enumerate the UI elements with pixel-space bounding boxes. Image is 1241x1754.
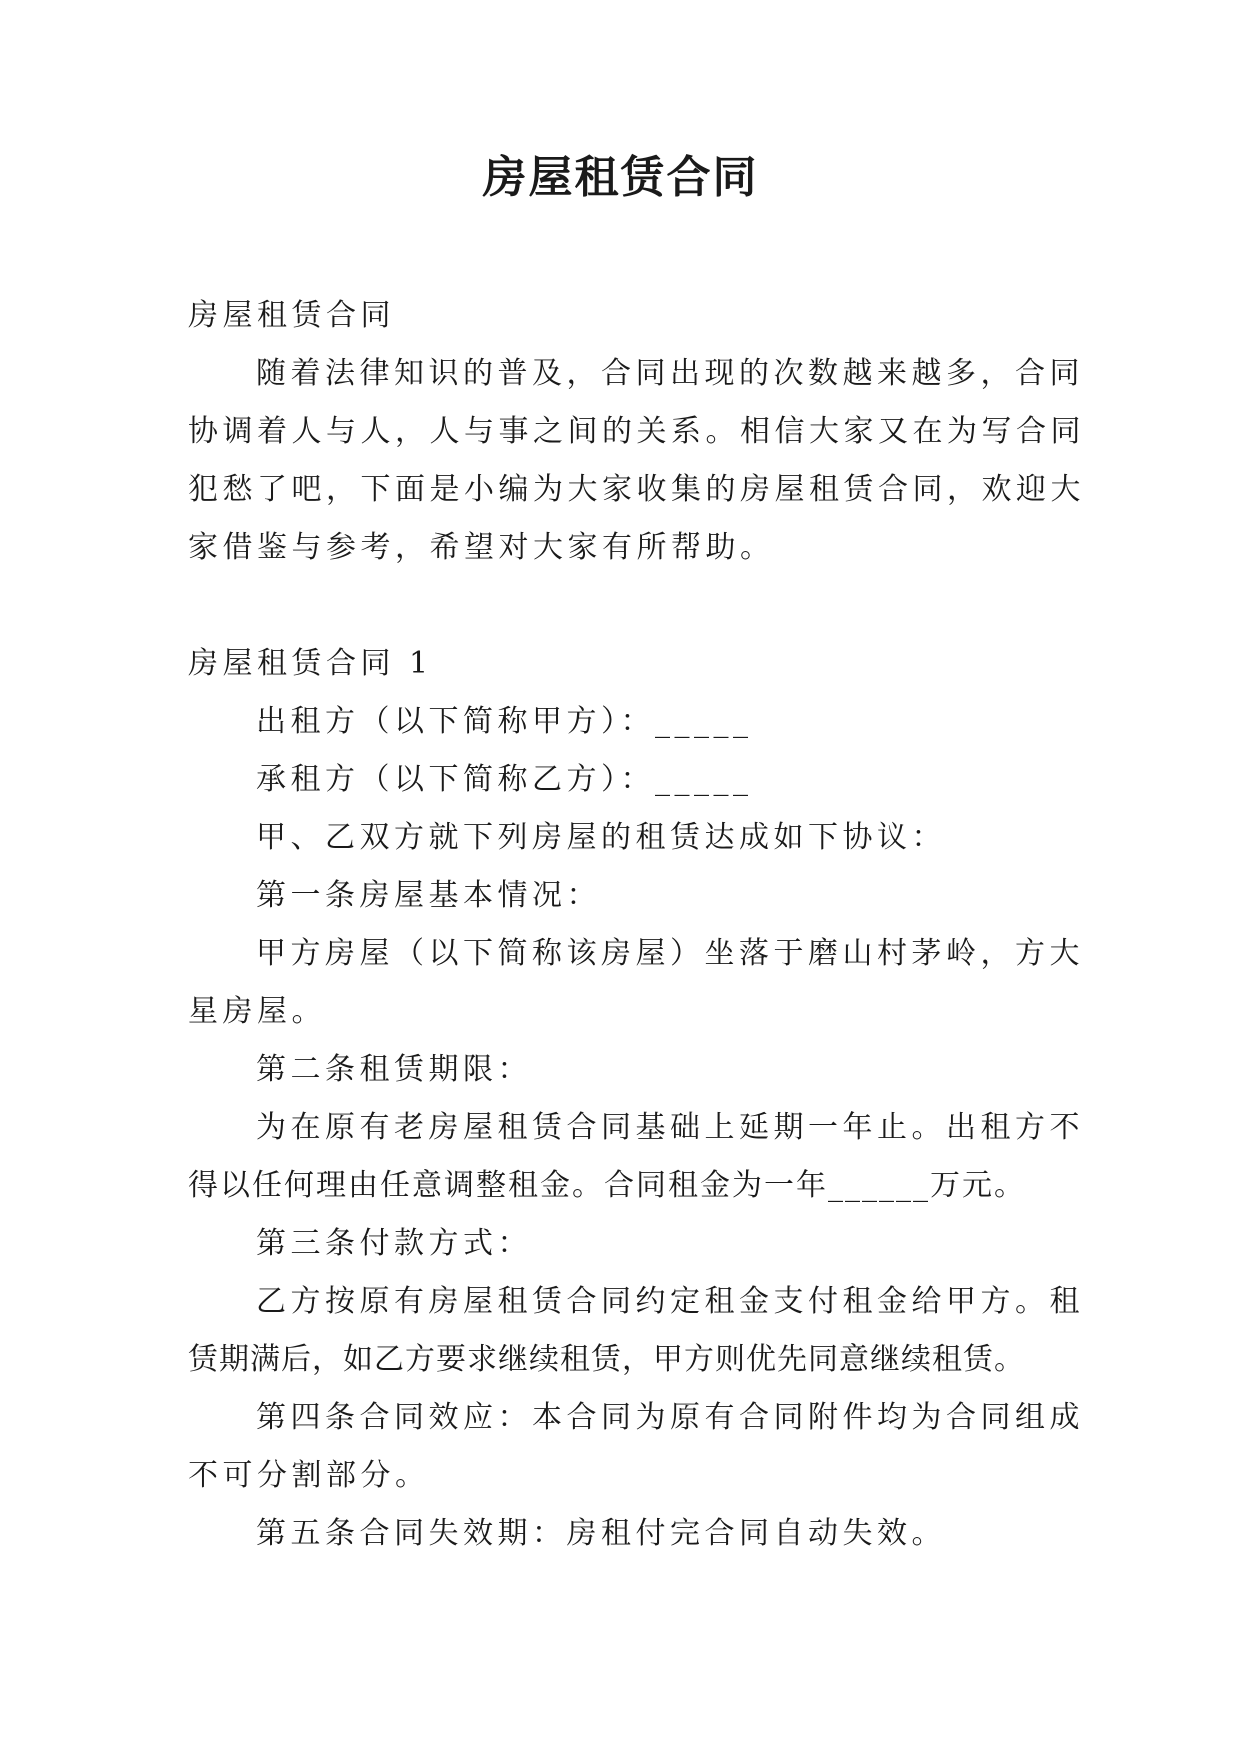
section-heading: 房屋租赁合同 1: [188, 646, 433, 681]
agreement-line: 甲、乙双方就下列房屋的租赁达成如下协议：: [256, 820, 946, 855]
article-1-title: 第一条房屋基本情况：: [256, 878, 601, 913]
intro-line: 家借鉴与参考，希望对大家有所帮助。: [188, 530, 775, 565]
lessor-line: 出租方（以下简称甲方）：_____: [256, 704, 753, 739]
article-3-title: 第三条付款方式：: [256, 1226, 532, 1261]
document-body: [188, 287, 1085, 1563]
article-1-line: 甲方房屋（以下简称该房屋）坐落于磨山村茅岭，方大: [256, 936, 1084, 971]
subtitle: 房屋租赁合同: [188, 298, 395, 333]
intro-line: 协调着人与人，人与事之间的关系。相信大家又在为写合同: [188, 414, 1085, 449]
paragraph-gap: [188, 577, 1056, 635]
article-1-line: 星房屋。: [188, 994, 326, 1029]
article-4-line: 不可分割部分。: [188, 1458, 430, 1493]
article-2-line: 为在原有老房屋租赁合同基础上延期一年止。出租方不: [256, 1110, 1084, 1145]
document-title: 房屋租赁合同: [482, 152, 759, 203]
article-3-line: 乙方按原有房屋租赁合同约定租金支付租金给甲方。租: [256, 1284, 1084, 1319]
article-4-line: 第四条合同效应：本合同为原有合同附件均为合同组成: [256, 1400, 1084, 1435]
article-2-line: 得以任何理由任意调整租金。合同租金为一年______万元。: [188, 1168, 1026, 1203]
intro-line: 犯愁了吧，下面是小编为大家收集的房屋租赁合同，欢迎大: [188, 472, 1085, 507]
lessee-line: 承租方（以下简称乙方）：_____: [256, 762, 753, 797]
article-5-line: 第五条合同失效期：房租付完合同自动失效。: [256, 1516, 946, 1551]
article-2-title: 第二条租赁期限：: [256, 1052, 532, 1087]
article-3-line: 赁期满后，如乙方要求继续租赁，甲方则优先同意继续租赁。: [188, 1342, 1025, 1377]
intro-line: 随着法律知识的普及，合同出现的次数越来越多，合同: [256, 356, 1084, 391]
